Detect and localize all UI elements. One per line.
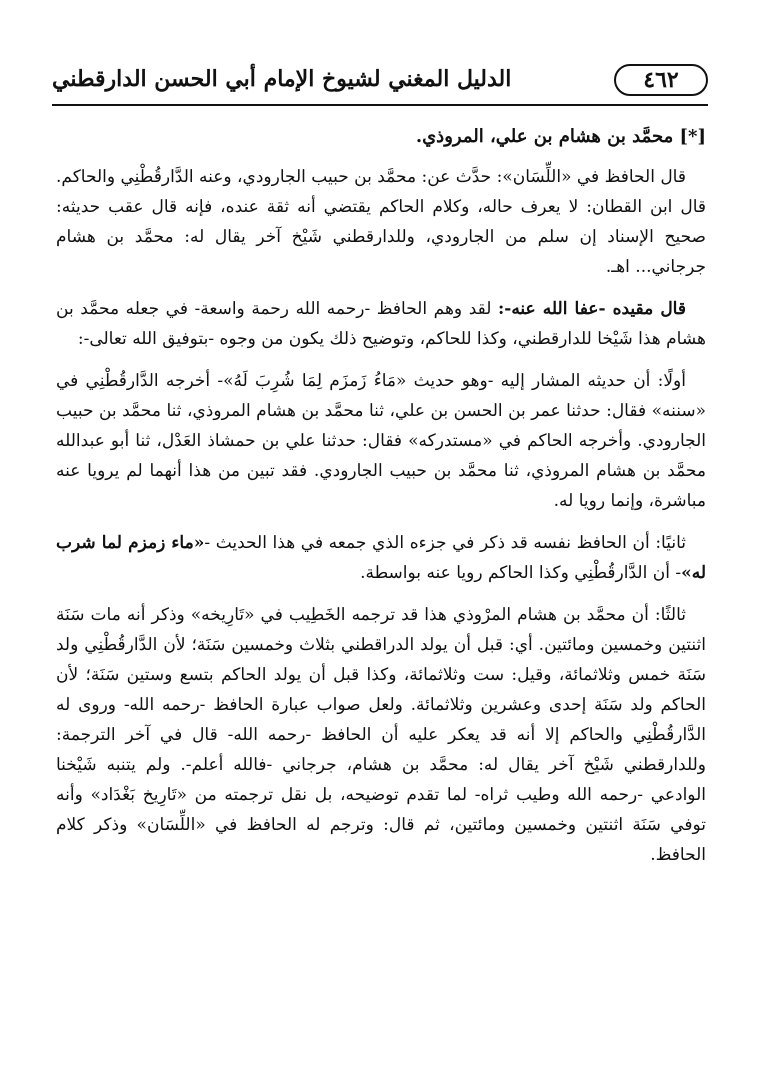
paragraph: قال الحافظ في «اللِّسَان»: حدَّث عن: محمَّد بن حبيب الجارودي، وعنه الدَّارقُطْنِي والحاكم. قال ابن القطان: لا يعرف حاله، وكلام الحاكم يقتضي أنه ثقة عنده، فإنه قال عقب حديثه: صحيح الإسناد إن سلم من الجارودي، وللدارقطني شَيْخ آخر يقال له: محمَّد بن هشام جرجاني... اهـ. bbox=[56, 167, 706, 277]
paragraph-text: - أن الدَّارقُطْنِي وكذا الحاكم رويا عنه بواسطة. bbox=[360, 563, 682, 583]
header-divider bbox=[52, 104, 708, 106]
paragraph-text: ثانيًا: أن الحافظ نفسه قد ذكر في جزءه الذي جمعه في هذا الحديث - bbox=[204, 533, 687, 553]
paragraph-lead: قال مقيده -عفا الله عنه-: bbox=[497, 299, 686, 319]
running-title: الدليل المغني لشيوخ الإمام أبي الحسن الدارقطني bbox=[52, 66, 512, 92]
entry-heading: [*] محمَّد بن هشام بن علي، المروذي. bbox=[415, 126, 706, 147]
page-header bbox=[52, 62, 708, 102]
paragraph bbox=[56, 294, 706, 354]
paragraph: أولًا: أن حديثه المشار إليه -وهو حديث «مَاءُ زَمزَم لِمَا شُرِبَ لَهُ»- أخرجه الدَّارقُطْنِي في «سننه» فقال: حدثنا عمر بن الحسن بن علي، ثنا محمَّد بن هشام المروذي، ثنا محمَّد بن حبيب الجارودي. وأخرجه الحاكم في «مستدركه» فقال: حدثنا علي بن حمشاذ العَدْل، ثنا أبو عبدالله محمَّد بن هشام المروذي، ثنا محمَّد بن حبيب الجارودي. فقد تبين من هذا أنهما لم يرويا عنه مباشرة، وإنما رويا له. bbox=[56, 371, 706, 511]
page-body bbox=[56, 122, 706, 1022]
hadith-quote: «ماء زمزم لما شرب له» bbox=[56, 533, 706, 583]
page-number: ٤٦٢ bbox=[614, 64, 708, 96]
paragraph: ثالثًا: أن محمَّد بن هشام المرْوذي هذا قد ترجمه الخَطِيب في «تَارِيخه» وذكر أنه مات سَنَة اثنتين وخمسين ومائتين. أي: قبل أن يولد الدراقطني بثلاث وخمسين سَنَة؛ لأن الدَّارقُطْنِي ولد سَنَة خمس وثلاثمائة، وقيل: ست وثلاثمائة، وكذا قبل أن يولد الحاكم بتسع وستين سَنَة؛ لأن الحاكم ولد سَنَة إحدى وعشرين وثلاثمائة. ولعل صواب عبارة الحافظ -رحمه الله- وروى له الدَّارقُطْنِي والحاكم إلا أنه قد يعكر عليه أن الحافظ -رحمه الله- قال في آخر الترجمة: وللدارقطني شَيْخ آخر يقال له: محمَّد بن هشام، جرجاني -فالله أعلم-. ولم يتنبه شَيْخنا الوادعي -رحمه الله وطيب ثراه- لما تقدم توضيحه، بل نقل ترجمته من «تَارِيخ بَغْدَاد» وأنه توفي سَنَة اثنتين وخمسين ومائتين، ثم قال: وترجم له الحافظ في «اللِّسَان» وذكر كلام الحافظ. bbox=[56, 605, 706, 865]
paragraph-text: لقد وهم الحافظ -رحمه الله رحمة واسعة- في جعله محمَّد بن هشام هذا شَيْخا للدارقطني، وكذا للحاكم، وتوضيح ذلك يكون من وجوه -بتوفيق الله تعالى-: bbox=[56, 299, 706, 349]
paragraph bbox=[56, 528, 706, 588]
